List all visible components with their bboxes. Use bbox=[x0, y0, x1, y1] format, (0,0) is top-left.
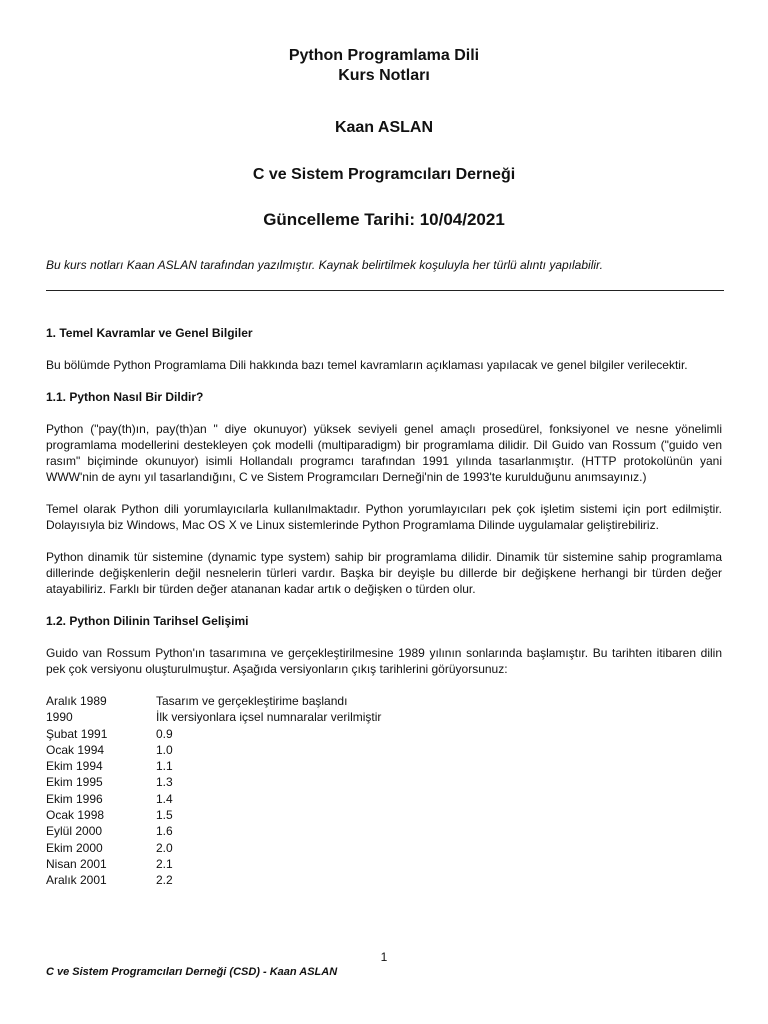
version-row bbox=[46, 823, 722, 839]
version-date: 1990 bbox=[46, 710, 73, 725]
version-desc: 1.5 bbox=[156, 808, 173, 823]
version-row bbox=[46, 807, 722, 823]
section-1-heading: 1. Temel Kavramlar ve Genel Bilgiler bbox=[46, 326, 253, 340]
copyright-notice: Bu kurs notları Kaan ASLAN tarafından yazılmıştır. Kaynak belirtilmek koşuluyla her türlü alıntı yapılabilir. bbox=[46, 258, 603, 272]
version-date: Ocak 1998 bbox=[46, 808, 105, 823]
section-1-2-heading: 1.2. Python Dilinin Tarihsel Gelişimi bbox=[46, 614, 249, 628]
version-date: Ekim 2000 bbox=[46, 840, 103, 855]
page-footer: C ve Sistem Programcıları Derneği (CSD) - Kaan ASLAN bbox=[46, 966, 338, 978]
version-date: Ekim 1996 bbox=[46, 791, 103, 806]
version-desc: 2.1 bbox=[156, 856, 173, 871]
version-date: Aralık 2001 bbox=[46, 873, 107, 888]
version-desc: 1.0 bbox=[156, 742, 173, 757]
version-row bbox=[46, 758, 722, 774]
section-1-1-paragraph-2: Temel olarak Python dili yorumlayıcılarla kullanılmaktadır. Python yorumlayıcıları pek çok işletim sistemi için port edilmiştir. Dolayısıyla biz Windows, Mac OS X ve Linux sistemlerinde Python Programlama Dilinde uygulamalar geliştirebiliriz. bbox=[46, 502, 722, 532]
version-desc: 0.9 bbox=[156, 726, 173, 741]
section-1-intro: Bu bölümde Python Programlama Dili hakkında bazı temel kavramların açıklaması yapılacak ve genel bilgiler verilecektir. bbox=[46, 358, 688, 372]
version-date: Ekim 1994 bbox=[46, 759, 103, 774]
version-row bbox=[46, 693, 722, 709]
section-1-1-heading: 1.1. Python Nasıl Bir Dildir? bbox=[46, 390, 204, 404]
version-date: Ocak 1994 bbox=[46, 742, 105, 757]
version-row bbox=[46, 791, 722, 807]
version-row bbox=[46, 709, 722, 725]
version-row bbox=[46, 726, 722, 742]
document-title bbox=[0, 46, 768, 86]
version-date: Eylül 2000 bbox=[46, 824, 103, 839]
version-row bbox=[46, 774, 722, 790]
version-row bbox=[46, 856, 722, 872]
update-date: Güncelleme Tarihi: 10/04/2021 bbox=[263, 210, 505, 229]
section-1-1-paragraph-3: Python dinamik tür sistemine (dynamic type system) sahip bir programlama dilidir. Dinamik tür sistemine sahip programlama dillerinde değişkenlerin değil nesnelerin türleri vardır. Başka bir deyişle bu dillerde bir değişkene herhangi bir türden değer atayabiliriz. Farklı bir türden değer atananan kadar artık o değişken o türden olur. bbox=[46, 550, 722, 596]
version-row bbox=[46, 872, 722, 888]
version-desc: İlk versiyonlara içsel numnaralar verilmiştir bbox=[156, 710, 382, 725]
section-1-2-paragraph-1: Guido van Rossum Python'ın tasarımına ve gerçekleştirilmesine 1989 yılının sonlarında başlamıştır. Bu tarihten itibaren dilin pek çok versiyonu oluşturulmuştur. Aşağıda versiyonların çıkış tarihlerini görüyorsunuz: bbox=[46, 646, 722, 676]
version-desc: 1.1 bbox=[156, 759, 173, 774]
organization-name: C ve Sistem Programcıları Derneği bbox=[252, 166, 516, 183]
version-row bbox=[46, 742, 722, 758]
version-date: Ekim 1995 bbox=[46, 775, 103, 790]
version-date: Nisan 2001 bbox=[46, 856, 107, 871]
version-desc: 2.2 bbox=[156, 873, 173, 888]
version-desc: 1.3 bbox=[156, 775, 173, 790]
version-date: Aralık 1989 bbox=[46, 694, 107, 708]
version-desc: Tasarım ve gerçekleştirime başlandı bbox=[156, 694, 348, 708]
horizontal-divider bbox=[46, 290, 724, 291]
version-desc: 1.6 bbox=[156, 824, 173, 839]
version-history-list bbox=[46, 693, 722, 889]
title-line-1: Python Programlama Dili bbox=[288, 47, 480, 64]
version-row bbox=[46, 840, 722, 856]
author-name: Kaan ASLAN bbox=[334, 119, 434, 136]
page-number: 1 bbox=[380, 950, 388, 964]
version-date: Şubat 1991 bbox=[46, 726, 108, 741]
version-desc: 1.4 bbox=[156, 791, 173, 806]
section-1-1-paragraph-1: Python ("pay(th)ın, pay(th)an " diye okunuyor) yüksek seviyeli genel amaçlı prosedürel, fonksiyonel ve nesne yönelimli programlama modellerini destekleyen çok modelli (multiparadigm) bir programlama dilidir. Dil Guido van Rossum ("guido ven rasım" biçiminde okunuyor) isimli Hollandalı programcı tarafından 1991 yılında tasarlanmıştır. (HTTP protokolünün yani WWW'nin de aynı yıl tasarlandığını, C ve Sistem Programcıları Derneği'nin de 1993'te kurulduğunu anımsayınız.) bbox=[46, 422, 722, 484]
document-body bbox=[46, 325, 722, 889]
version-desc: 2.0 bbox=[156, 840, 173, 855]
title-line-2: Kurs Notları bbox=[338, 67, 430, 84]
